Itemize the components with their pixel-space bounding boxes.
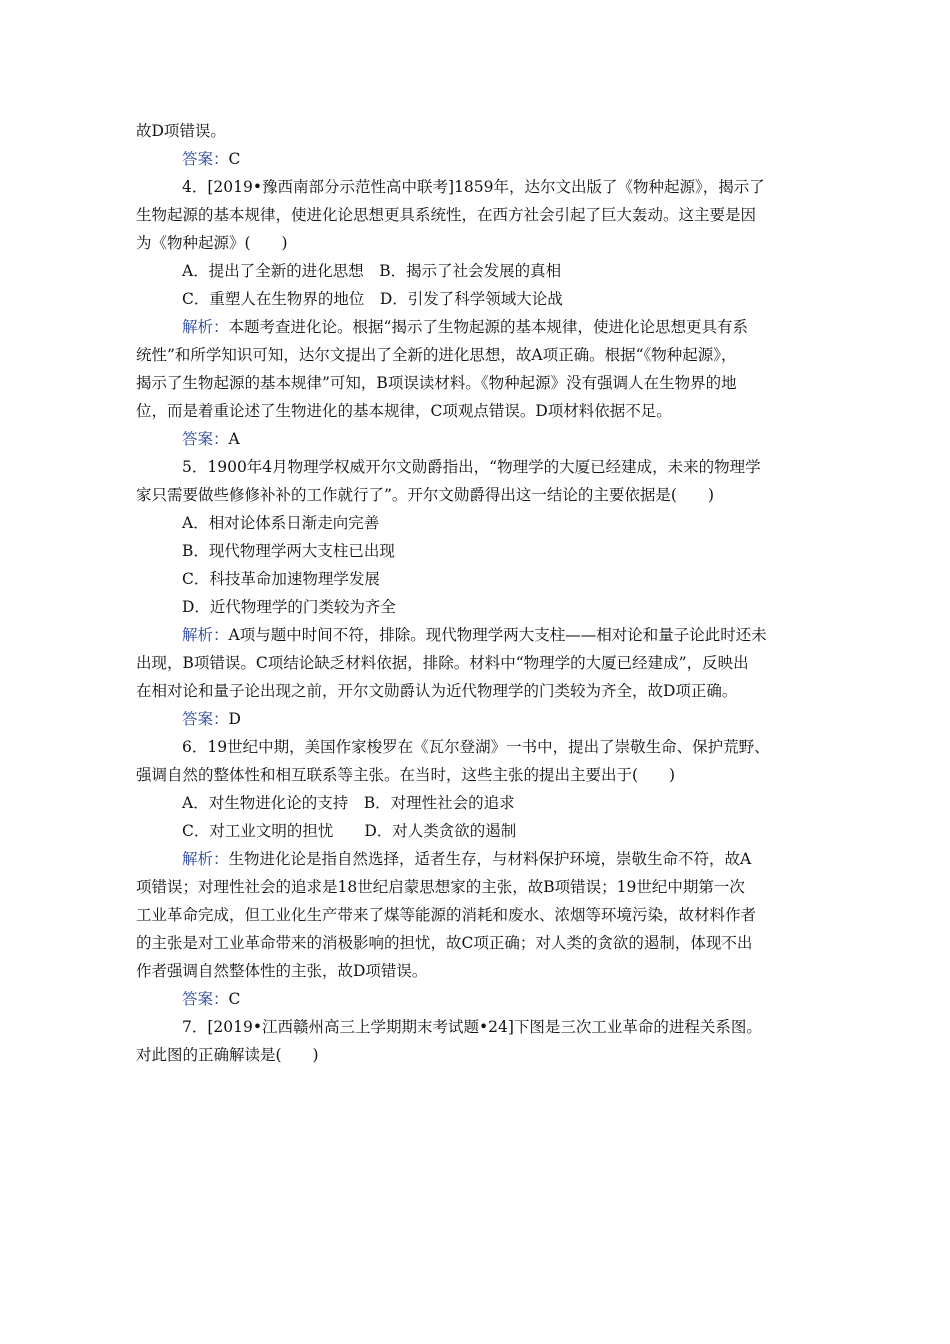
answer-value: A — [228, 430, 240, 448]
q6-option-line-1: A．对生物进化论的支持 B．对理性社会的追求 — [182, 794, 515, 812]
q5-option-b: B．现代物理学两大支柱已出现 — [182, 542, 395, 560]
answer-value: C — [228, 990, 241, 1008]
q6-option-line-2: C．对工业文明的担忧 D．对人类贪欲的遏制 — [182, 822, 517, 840]
analysis-text: 生物进化论是指自然选择，适者生存，与材料保护环境，崇敬生命不符，故A — [228, 850, 752, 868]
answer-label: 答案： — [182, 150, 229, 168]
q4-option-line-2: C．重塑人在生物界的地位 D．引发了科学领域大论战 — [182, 290, 563, 308]
q5-option-d: D．近代物理学的门类较为齐全 — [182, 598, 396, 616]
q5-stem-line-2: 家只需要做些修修补补的工作就行了”。开尔文勋爵得出这一结论的主要依据是( ) — [136, 486, 715, 504]
q5-option-a: A．相对论体系日渐走向完善 — [182, 514, 380, 532]
q6-analysis-line-4: 的主张是对工业革命带来的消极影响的担忧，故C项正确；对人类的贪欲的遏制，体现不出 — [136, 934, 753, 952]
analysis-label: 解析： — [182, 626, 229, 644]
q6-analysis-line-5: 作者强调自然整体性的主张，故D项错误。 — [136, 962, 428, 980]
answer-value: D — [228, 710, 241, 728]
analysis-label: 解析： — [182, 318, 229, 336]
q6-answer — [182, 988, 240, 1010]
answer-value: C — [228, 150, 241, 168]
q4-answer — [182, 428, 240, 450]
q4-analysis-line-2: 统性”和所学知识可知，达尔文提出了全新的进化思想，故A项正确。根据“《物种起源》， — [136, 346, 737, 364]
q7-stem-line-1: 7．[2019•江西赣州高三上学期期末考试题•24]下图是三次工业革命的进程关系图。 — [182, 1018, 762, 1036]
answer-label: 答案： — [182, 990, 229, 1008]
q5-analysis-line-3: 在相对论和量子论出现之前，开尔文勋爵认为近代物理学的门类较为齐全，故D项正确。 — [136, 682, 738, 700]
q3-answer — [182, 148, 240, 170]
q4-analysis-line-1 — [182, 316, 748, 338]
q5-stem-line-1: 5．1900年4月物理学权威开尔文勋爵指出，“物理学的大厦已经建成，未来的物理学 — [182, 458, 761, 476]
q6-analysis-line-2: 项错误；对理性社会的追求是18世纪启蒙思想家的主张，故B项错误；19世纪中期第一次 — [136, 878, 745, 896]
q6-stem-line-2: 强调自然的整体性和相互联系等主张。在当时，这些主张的提出主要出于( ) — [136, 766, 676, 784]
q5-analysis-line-2: 出现，B项错误。C项结论缺乏材料依据，排除。材料中“物理学的大厦已经建成”，反映出 — [136, 654, 749, 672]
q6-analysis-line-3: 工业革命完成，但工业化生产带来了煤等能源的消耗和废水、浓烟等环境污染，故材料作者 — [136, 906, 757, 924]
q5-analysis-line-1 — [182, 624, 767, 646]
q4-analysis-line-3: 揭示了生物起源的基本规律”可知，B项误读材料。《物种起源》没有强调人在生物界的地 — [136, 374, 737, 392]
analysis-label: 解析： — [182, 850, 229, 868]
q4-option-line-1: A．提出了全新的进化思想 B．揭示了社会发展的真相 — [182, 262, 562, 280]
q4-stem-line-3: 为《物种起源》( ) — [136, 234, 288, 252]
q7-stem-line-2: 对此图的正确解读是( ) — [136, 1046, 319, 1064]
analysis-text: A项与题中时间不符，排除。现代物理学两大支柱——相对论和量子论此时还未 — [228, 626, 767, 644]
q4-analysis-line-4: 位，而是着重论述了生物进化的基本规律，C项观点错误。D项材料依据不足。 — [136, 402, 672, 420]
q6-analysis-line-1 — [182, 848, 751, 870]
q6-stem-line-1: 6．19世纪中期，美国作家梭罗在《瓦尔登湖》一书中，提出了崇敬生命、保护荒野、 — [182, 738, 770, 756]
answer-label: 答案： — [182, 430, 229, 448]
previous-question-tail: 故D项错误。 — [136, 122, 226, 140]
q4-stem-line-1: 4．[2019•豫西南部分示范性高中联考]1859年，达尔文出版了《物种起源》，揭示了 — [182, 178, 765, 196]
q5-answer — [182, 708, 241, 730]
q4-stem-line-2: 生物起源的基本规律，使进化论思想更具系统性，在西方社会引起了巨大轰动。这主要是因 — [136, 206, 757, 224]
answer-label: 答案： — [182, 710, 229, 728]
q5-option-c: C．科技革命加速物理学发展 — [182, 570, 380, 588]
analysis-text: 本题考查进化论。根据“揭示了生物起源的基本规律，使进化论思想更具有系 — [228, 318, 748, 336]
